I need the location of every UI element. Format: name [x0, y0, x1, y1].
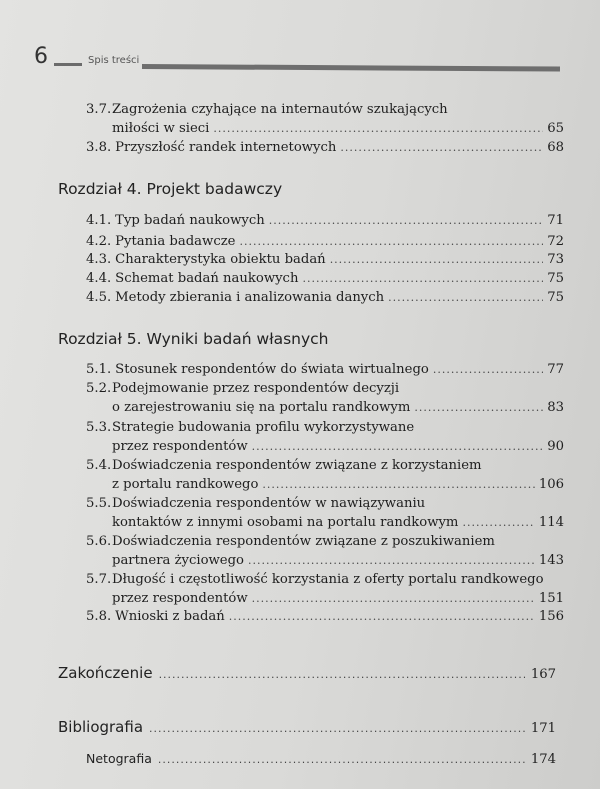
leader-dots — [269, 212, 543, 230]
toc-entry-5-4-line-2[interactable] — [112, 476, 564, 494]
toc-entry-title-line-1: Strategie budowania profilu wykorzystywane — [112, 420, 415, 435]
leader-dots — [149, 722, 525, 735]
toc-page-number: 75 — [547, 290, 564, 305]
toc-entry-4-5[interactable] — [86, 289, 564, 307]
toc-page-number: 167 — [530, 667, 556, 682]
toc-entry-ending[interactable] — [58, 664, 556, 682]
toc-page-number: 73 — [547, 252, 564, 267]
running-header-title: Spis treści — [88, 55, 140, 66]
leader-dots — [462, 514, 534, 532]
toc-page-number: 171 — [530, 721, 556, 736]
leader-dots — [252, 438, 544, 456]
toc-entry-number: 5.1. — [86, 362, 112, 377]
leader-dots — [433, 361, 543, 379]
toc-entry-number: 5.4. — [86, 458, 112, 473]
toc-entry-title-line-1: Doświadczenia respondentów związane z poszukiwaniem — [112, 534, 495, 549]
header-bar-right — [142, 64, 560, 72]
toc-entry-title: Typ badań naukowych — [115, 213, 265, 228]
toc-entry-number: 5.5. — [86, 496, 112, 511]
toc-page-number: 143 — [538, 553, 564, 568]
toc-entry-title-line-2: miłości w sieci — [112, 121, 210, 136]
toc-entry-title: Wnioski z badań — [115, 609, 225, 624]
toc-entry-title-line-1: Doświadczenia respondentów w nawiązywaniu — [112, 496, 426, 511]
leader-dots — [414, 399, 543, 417]
page-number: 6 — [34, 44, 48, 69]
toc-entry-title: Stosunek respondentów do świata wirtualnego — [115, 362, 429, 377]
toc-entry-number: 5.7. — [86, 572, 112, 587]
toc-entry-3-8[interactable] — [86, 139, 564, 157]
leader-dots — [302, 270, 543, 288]
toc-page-number: 77 — [547, 362, 564, 377]
toc-entry-5-7-line-2[interactable] — [112, 590, 564, 608]
toc-entry-5-5-line-2[interactable] — [112, 514, 564, 532]
toc-entry-number: 4.1. — [86, 213, 112, 228]
leader-dots — [252, 590, 535, 608]
toc-entry-number: 3.7. — [86, 102, 112, 117]
chapter-4-heading[interactable]: Rozdział 4. Projekt badawczy — [58, 180, 283, 198]
toc-entry-4-4[interactable] — [86, 270, 564, 288]
toc-page-number: 75 — [547, 271, 564, 286]
toc-entry-title-line-1: Zagrożenia czyhające na internautów szukających — [112, 102, 448, 117]
leader-dots — [388, 289, 543, 307]
toc-entry-title-line-2: z portalu randkowego — [112, 477, 259, 492]
toc-page-number: 156 — [538, 609, 564, 624]
toc-page-number: 114 — [538, 515, 564, 530]
toc-page-number: 106 — [538, 477, 564, 492]
toc-entry-number: 5.2. — [86, 381, 112, 396]
toc-page-number: 151 — [538, 591, 564, 606]
toc-entry-number: 4.5. — [86, 290, 112, 305]
toc-page-number: 71 — [547, 213, 564, 228]
toc-entry-number: 4.3. — [86, 252, 112, 267]
toc-entry-title: Przyszłość randek internetowych — [115, 140, 337, 155]
leader-dots — [248, 552, 535, 570]
toc-page-number: 174 — [530, 752, 556, 767]
toc-entry-5-3-line-2[interactable] — [112, 438, 564, 456]
toc-entry-title-line-1: Długość i częstotliwość korzystania z oferty portalu randkowego — [112, 572, 544, 587]
toc-entry-bibliography[interactable] — [58, 718, 556, 736]
toc-entry-title: Pytania badawcze — [115, 234, 236, 249]
leader-dots — [213, 120, 543, 138]
toc-entry-title-line-2: przez respondentów — [112, 439, 248, 454]
toc-entry-4-1[interactable] — [86, 212, 564, 230]
toc-entry-5-1[interactable] — [86, 361, 564, 379]
toc-entry-4-3[interactable] — [86, 251, 564, 269]
leader-dots — [229, 608, 535, 626]
toc-entry-netography[interactable] — [86, 751, 556, 767]
toc-entry-title-line-2: o zarejestrowaniu się na portalu randkowym — [112, 400, 411, 415]
toc-entry-number: 5.8. — [86, 609, 112, 624]
toc-entry-number: 4.2. — [86, 234, 112, 249]
toc-entry-number: 5.3. — [86, 420, 112, 435]
toc-page-number: 68 — [547, 140, 564, 155]
leader-dots — [239, 233, 543, 251]
toc-entry-title-line-2: przez respondentów — [112, 591, 248, 606]
toc-page-number: 65 — [547, 121, 564, 136]
toc-entry-title-line-1: Podejmowanie przez respondentów decyzji — [112, 381, 400, 396]
toc-entry-title-line-2: partnera życiowego — [112, 553, 244, 568]
toc-page-number: 72 — [547, 234, 564, 249]
toc-entry-title: Schemat badań naukowych — [115, 271, 299, 286]
toc-entry-title: Zakończenie — [58, 664, 153, 682]
toc-entry-3-7-line-2[interactable] — [112, 120, 564, 138]
leader-dots — [340, 139, 543, 157]
toc-entry-5-6-line-2[interactable] — [112, 552, 564, 570]
chapter-5-heading[interactable]: Rozdział 5. Wyniki badań własnych — [58, 330, 329, 348]
toc-entry-5-2-line-2[interactable] — [112, 399, 564, 417]
toc-entry-number: 5.6. — [86, 534, 112, 549]
toc-entry-title: Metody zbierania i analizowania danych — [115, 290, 385, 305]
header-bar-left — [54, 63, 82, 66]
toc-entry-4-2[interactable] — [86, 233, 564, 251]
toc-entry-number: 4.4. — [86, 271, 112, 286]
leader-dots — [158, 753, 525, 766]
leader-dots — [159, 668, 525, 681]
toc-entry-title: Charakterystyka obiektu badań — [115, 252, 326, 267]
toc-entry-number: 3.8. — [86, 140, 112, 155]
toc-entry-title-line-2: kontaktów z innymi osobami na portalu randkowym — [112, 515, 459, 530]
toc-entry-title: Bibliografia — [58, 718, 144, 736]
toc-entry-5-8[interactable] — [86, 608, 564, 626]
leader-dots — [262, 476, 534, 494]
toc-page-number: 83 — [547, 400, 564, 415]
toc-entry-title: Netografia — [86, 751, 152, 766]
toc-entry-title-line-1: Doświadczenia respondentów związane z korzystaniem — [112, 458, 482, 473]
toc-page-number: 90 — [547, 439, 564, 454]
leader-dots — [330, 251, 544, 269]
